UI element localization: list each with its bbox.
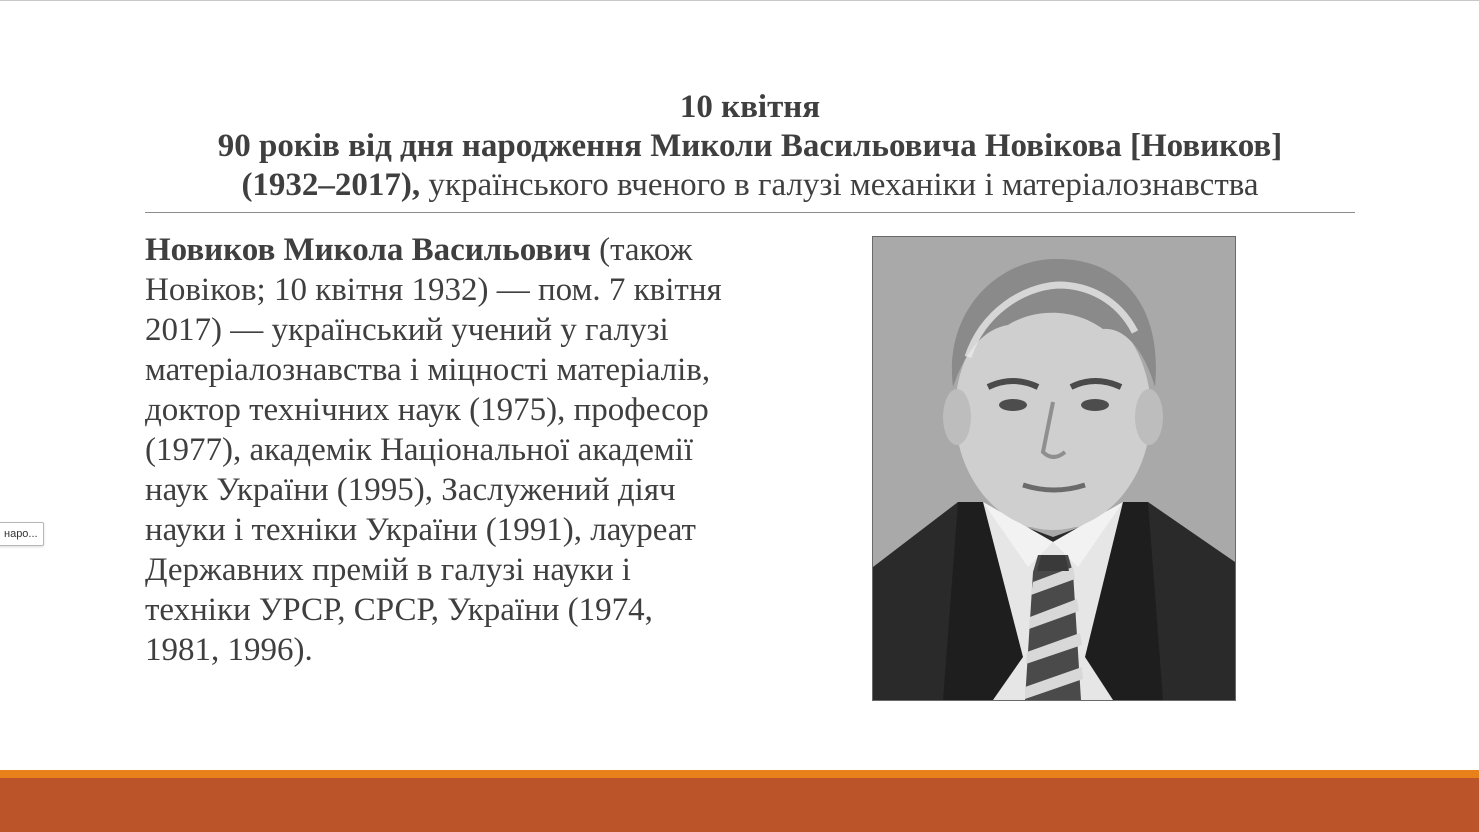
biography-text <box>145 230 725 670</box>
person-name: Новиков Микола Васильович <box>145 232 591 268</box>
portrait-photo[interactable] <box>872 236 1236 701</box>
top-border <box>0 0 1479 1</box>
footer-accent-line <box>0 770 1479 778</box>
title-description: українського вченого в галузі механіки і матеріалознавства <box>420 167 1259 203</box>
slide-title <box>145 88 1355 205</box>
footer-band <box>0 778 1479 832</box>
title-subtitle <box>145 166 1355 205</box>
title-date: 10 квітня <box>679 89 821 125</box>
side-tag[interactable]: наро... <box>0 522 44 546</box>
biography-body: (також Новіков; 10 квітня 1932) — пом. 7 квітня 2017) — український учений у галузі матеріалознавства і міцності матеріалів, доктор технічних наук (1975), професор (1977), академік Національної академії наук України (1995), Заслужений діяч науки і техніки України (1991), лауреат Державних премій в галузі науки і техніки УРСР, СРСР, України (1974, 1981, 1996). <box>145 232 722 668</box>
title-years: (1932–2017), <box>241 167 421 203</box>
title-divider <box>145 212 1355 213</box>
title-anniversary: 90 років від дня народження Миколи Васильовича Новікова [Новиков] <box>217 128 1283 164</box>
